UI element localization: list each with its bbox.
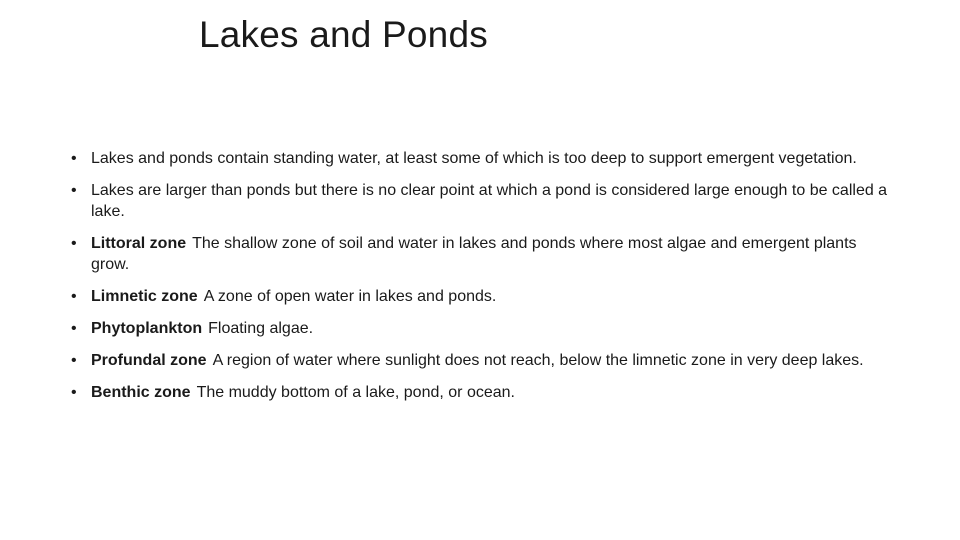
bullet-icon: • — [71, 235, 77, 252]
slide-title: Lakes and Ponds — [199, 14, 488, 55]
definition-benthic-zone: The muddy bottom of a lake, pond, or ocean. — [196, 384, 515, 401]
definition-limnetic-zone: A zone of open water in lakes and ponds. — [203, 288, 497, 305]
bullet-list — [71, 148, 891, 414]
definition-profundal-zone: A region of water where sunlight does not reach, below the limnetic zone in very deep lakes. — [212, 352, 864, 369]
bullet-item-profundal-zone — [71, 350, 891, 371]
term-profundal-zone: Profundal zone — [91, 352, 207, 369]
definition-littoral-zone: The shallow zone of soil and water in lakes and ponds where most algae and emergent plants grow. — [91, 235, 857, 273]
term-benthic-zone: Benthic zone — [91, 384, 191, 401]
bullet-item-littoral-zone — [71, 233, 891, 275]
bullet-text: Lakes and ponds contain standing water, at least some of which is too deep to support emergent vegetation. — [91, 150, 857, 167]
bullet-icon: • — [71, 384, 77, 401]
bullet-item-lake-size — [71, 180, 891, 222]
term-limnetic-zone: Limnetic zone — [91, 288, 198, 305]
term-littoral-zone: Littoral zone — [91, 235, 187, 252]
bullet-icon: • — [71, 352, 77, 369]
bullet-item-limnetic-zone — [71, 286, 891, 307]
bullet-text: Lakes are larger than ponds but there is no clear point at which a pond is considered large enough to be called a lake. — [91, 182, 888, 220]
bullet-item-standing-water — [71, 148, 891, 169]
bullet-item-phytoplankton — [71, 318, 891, 339]
definition-phytoplankton: Floating algae. — [208, 320, 314, 337]
bullet-icon: • — [71, 320, 77, 337]
bullet-icon: • — [71, 150, 77, 167]
bullet-item-benthic-zone — [71, 382, 891, 403]
bullet-icon: • — [71, 288, 77, 305]
term-phytoplankton: Phytoplankton — [91, 320, 203, 337]
bullet-icon: • — [71, 182, 77, 199]
